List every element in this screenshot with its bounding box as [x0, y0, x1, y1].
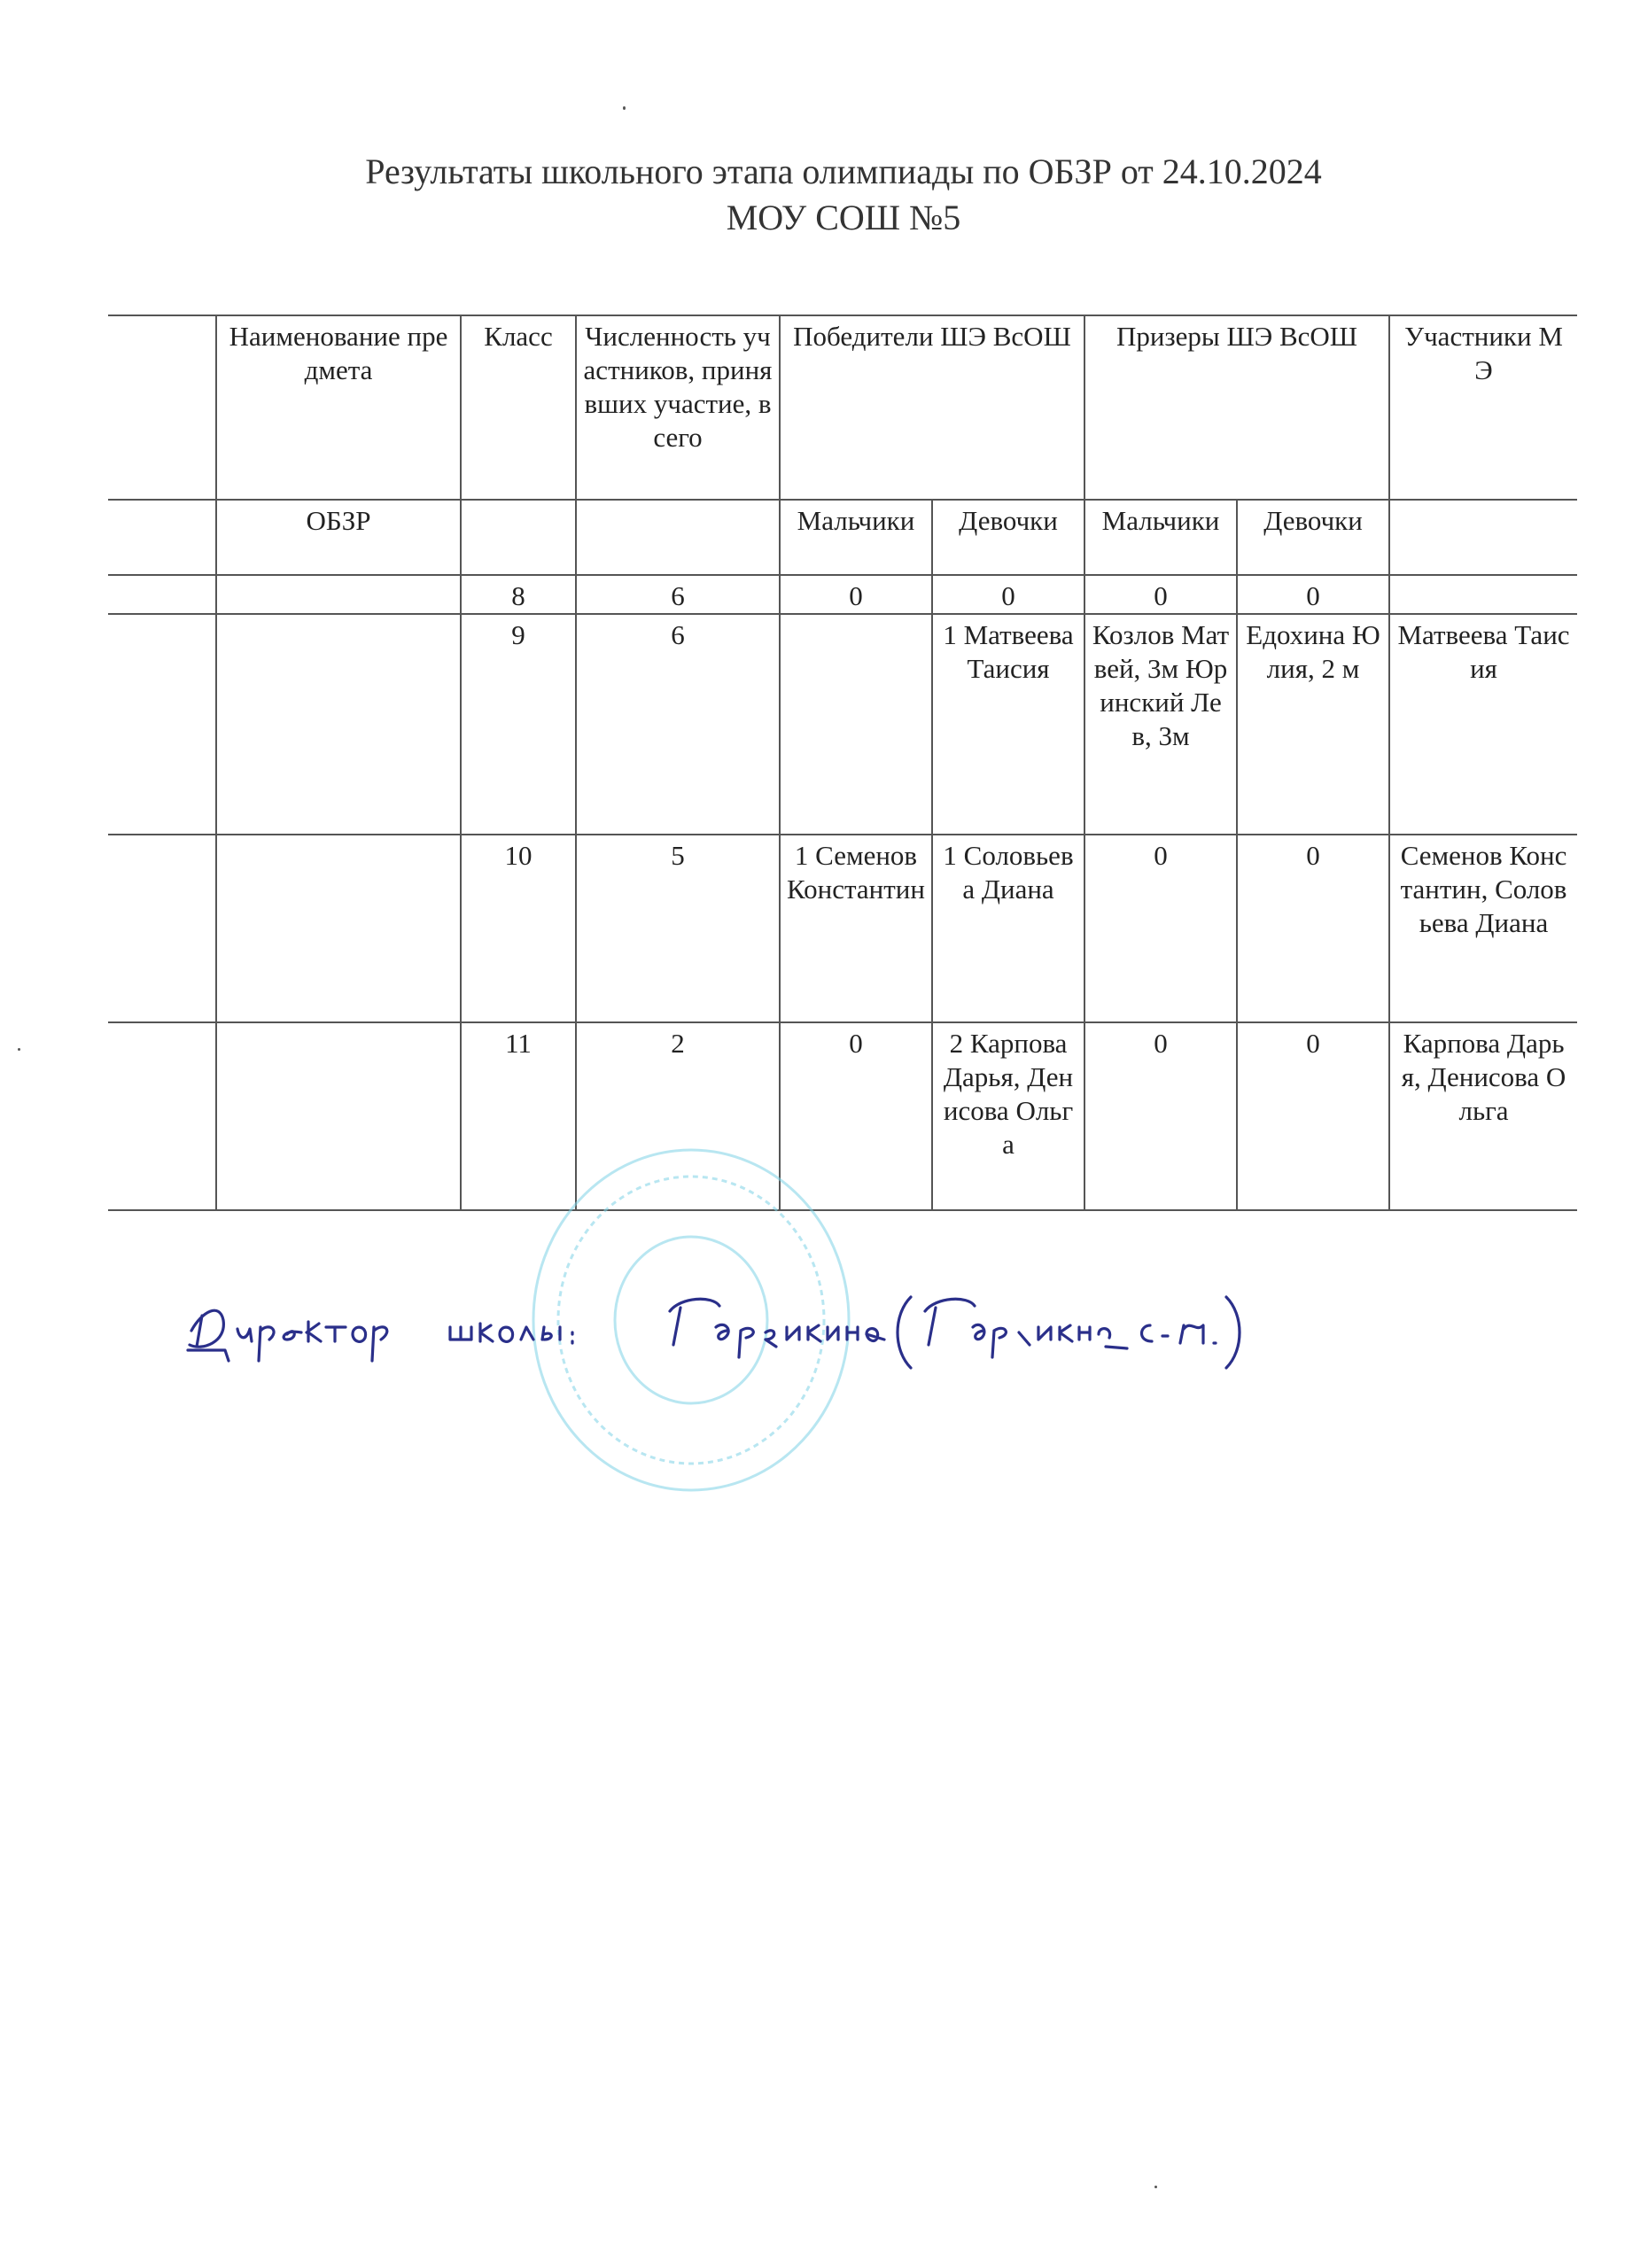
row-participants: 2	[576, 1022, 780, 1210]
row-municipal	[1389, 575, 1577, 614]
row-winners-girls: 1 Соловьева Диана	[932, 835, 1084, 1022]
blank-cell	[576, 500, 780, 575]
row-participants: 6	[576, 614, 780, 835]
subject-value: ОБЗР	[216, 500, 461, 575]
header-prizewinners: Призеры ШЭ ВсОШ	[1084, 315, 1389, 500]
blank-cell	[216, 575, 461, 614]
row-class: 11	[461, 1022, 576, 1210]
row-class: 9	[461, 614, 576, 835]
header-subject: Наименование предмета	[216, 315, 461, 500]
director-signature	[184, 1276, 1301, 1373]
blank-cell	[216, 835, 461, 1022]
blank-cell	[108, 500, 216, 575]
header-participants: Численность участников, принявших участие, всего	[576, 315, 780, 500]
row-prize-girls: 0	[1237, 835, 1389, 1022]
row-winners-girls: 1 Матвеева Таисия	[932, 614, 1084, 835]
row-municipal: Семенов Константин, Соловьева Диана	[1389, 835, 1577, 1022]
blank-cell	[108, 575, 216, 614]
subheader-winners-boys: Мальчики	[780, 500, 932, 575]
blank-cell	[461, 500, 576, 575]
row-prize-boys: 0	[1084, 575, 1237, 614]
subheader-prize-boys: Мальчики	[1084, 500, 1237, 575]
table-row	[108, 835, 1577, 1022]
row-winners-boys: 1 Семенов Константин	[780, 835, 932, 1022]
header-municipal: Участники МЭ	[1389, 315, 1577, 500]
blank-cell	[108, 614, 216, 835]
row-participants: 5	[576, 835, 780, 1022]
blank-cell	[108, 315, 216, 500]
row-municipal: Карпова Дарья, Денисова Ольга	[1389, 1022, 1577, 1210]
table-row	[108, 575, 1577, 614]
scan-speck	[623, 106, 626, 110]
blank-cell	[1389, 500, 1577, 575]
row-prize-girls: 0	[1237, 1022, 1389, 1210]
table-row	[108, 614, 1577, 835]
blank-cell	[216, 1022, 461, 1210]
row-municipal: Матвеева Таисия	[1389, 614, 1577, 835]
row-class: 8	[461, 575, 576, 614]
row-class: 10	[461, 835, 576, 1022]
header-class: Класс	[461, 315, 576, 500]
header-row	[108, 315, 1577, 500]
subheader-prize-girls: Девочки	[1237, 500, 1389, 575]
row-winners-boys	[780, 614, 932, 835]
document-title: Результаты школьного этапа олимпиады по ОБЗР от 24.10.2024	[365, 151, 1322, 191]
blank-cell	[108, 1022, 216, 1210]
row-prize-boys: 0	[1084, 835, 1237, 1022]
row-prize-girls: 0	[1237, 575, 1389, 614]
school-name: МОУ СОШ №5	[726, 198, 961, 237]
header-winners: Победители ШЭ ВсОШ	[780, 315, 1084, 500]
row-winners-girls: 2 Карпова Дарья, Денисова Ольга	[932, 1022, 1084, 1210]
scan-speck	[18, 1048, 20, 1051]
blank-cell	[216, 614, 461, 835]
row-winners-boys: 0	[780, 1022, 932, 1210]
blank-cell	[108, 835, 216, 1022]
results-table	[108, 315, 1577, 1211]
row-winners-boys: 0	[780, 575, 932, 614]
row-prize-girls: Едохина Юлия, 2 м	[1237, 614, 1389, 835]
row-winners-girls: 0	[932, 575, 1084, 614]
subheader-winners-girls: Девочки	[932, 500, 1084, 575]
row-prize-boys: 0	[1084, 1022, 1237, 1210]
row-participants: 6	[576, 575, 780, 614]
subheader-row	[108, 500, 1577, 575]
scan-speck	[1154, 2186, 1157, 2188]
row-prize-boys: Козлов Матвей, 3м Юринский Лев, 3м	[1084, 614, 1237, 835]
